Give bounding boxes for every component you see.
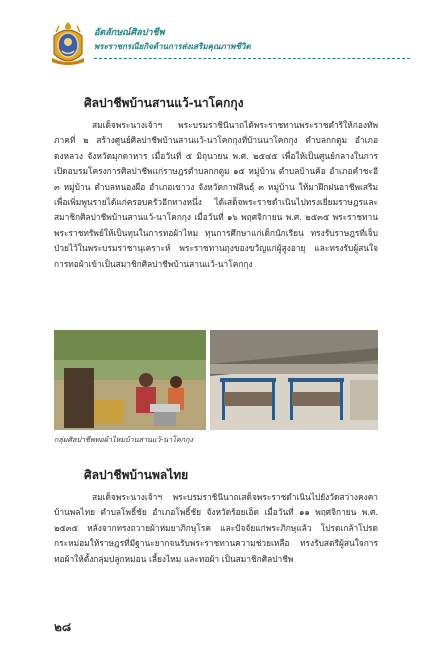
header-divider [94, 58, 410, 59]
section-heading-sanwae: ศิลปาชีพบ้านสานแว้-นาโคกกุง [84, 96, 244, 110]
header-subtitle: พระราชกรณียกิจด้านการส่งเสริมคุณภาพชีวิต [94, 42, 251, 51]
section-paragraph-phonthai: สมเด็จพระนางเจ้าฯ พระบรมราชินีนาถเสด็จพระราชดำเนินไปยังวัดสว่างคงคา บ้านพลไทย ตำบลโพธิ์ชัย อำเภอโพธิ์ชัย จังหวัดร้อยเอ็ด เมื่อวันที่ ๑๑ พฤศจิกายน พ.ศ. ๒๕๓๕ หลังจากทรงถวายผ้าห่มยาภิกษุโรค และปัจจัยแก่พระภิกษุแล้ว โปรดเกล้าโปรดกระหม่อมให้ราษฎรที่มีฐานะยากจนรับพระราชทานความช่วยเหลือ ทรงรับสตรีผู้สนใจการทอผ้าให้ตั้งกลุ่มปลูกหม่อน เลี้ยงไหม และทอผ้า เป็นสมาชิกศิลปาชีพ [54, 492, 378, 564]
weaving-group-photo [54, 330, 206, 430]
section-paragraph-sanwae: สมเด็จพระนางเจ้าฯ พระบรมราชินีนาถได้พระราชทานพระราชดำริให้กองทัพภาคที่ ๒ สร้างศูนย์ศิลปาชีพบ้านสานแว้-นาโคกกุงที่บ้านนาโคกกุง ตำบลกกตูม อำเภอดงหลวง จังหวัดมุกดาหาร เมื่อวันที่ ๕ มิถุนายน พ.ศ. ๒๕๔๕ เพื่อให้เป็นศูนย์กลางในการเปิดอบรมโครงการศิลปาชีพแก่ราษฎรตำบลกกตูม ๑๕ หมู่บ้าน ตำบลบ้านค้อ อำเภอคำชะอี ๓ หมู่บ้าน ตำบลหนองผือ อำเภอเขาวง จังหวัดกาฬสินธุ์ ๓ หมู่บ้าน ให้มาฝึกฝนอาชีพเสริมเพื่อเพิ่มพูนรายได้แก่ครอบครัวอีกทางหนึ่ง ได้เสด็จพระราชดำเนินไปทรงเยี่ยมราษฎรและสมาชิกศิลปาชีพบ้านสานแว้-นาโคกกุง เมื่อวันที่ ๑๖ พฤศจิกายน พ.ศ. ๒๕๓๕ พระราชทานพระราชทรัพย์ให้เป็นทุนในการทอผ้าไหม ทุนการศึกษาแก่เด็กนักเรียน ทรงรับราษฎรที่เจ็บป่วยไว้ในพระบรมราชานุเคราะห์ พระราชทานถุงของขวัญแก่ผู้สูงอายุ และทรงรับผู้สนใจการทอผ้าเข้าเป็นสมาชิกศิลปาชีพบ้านสานแว้-นาโคกกุง [54, 120, 378, 269]
page-number: ๒๘ [54, 620, 72, 634]
header-series-title: อัตลักษณ์ศิลปาชีพ [94, 28, 165, 38]
photo-caption: กลุ่มศิลปาชีพทอผ้าไหมบ้านสานแว้-นาโคกกุง [54, 435, 194, 444]
section-heading-phonthai: ศิลปาชีพบ้านพลไทย [84, 468, 189, 482]
header-text [94, 27, 414, 53]
royal-emblem-icon [48, 20, 88, 68]
page-header [48, 20, 408, 68]
loom-shed-photo [210, 330, 378, 430]
